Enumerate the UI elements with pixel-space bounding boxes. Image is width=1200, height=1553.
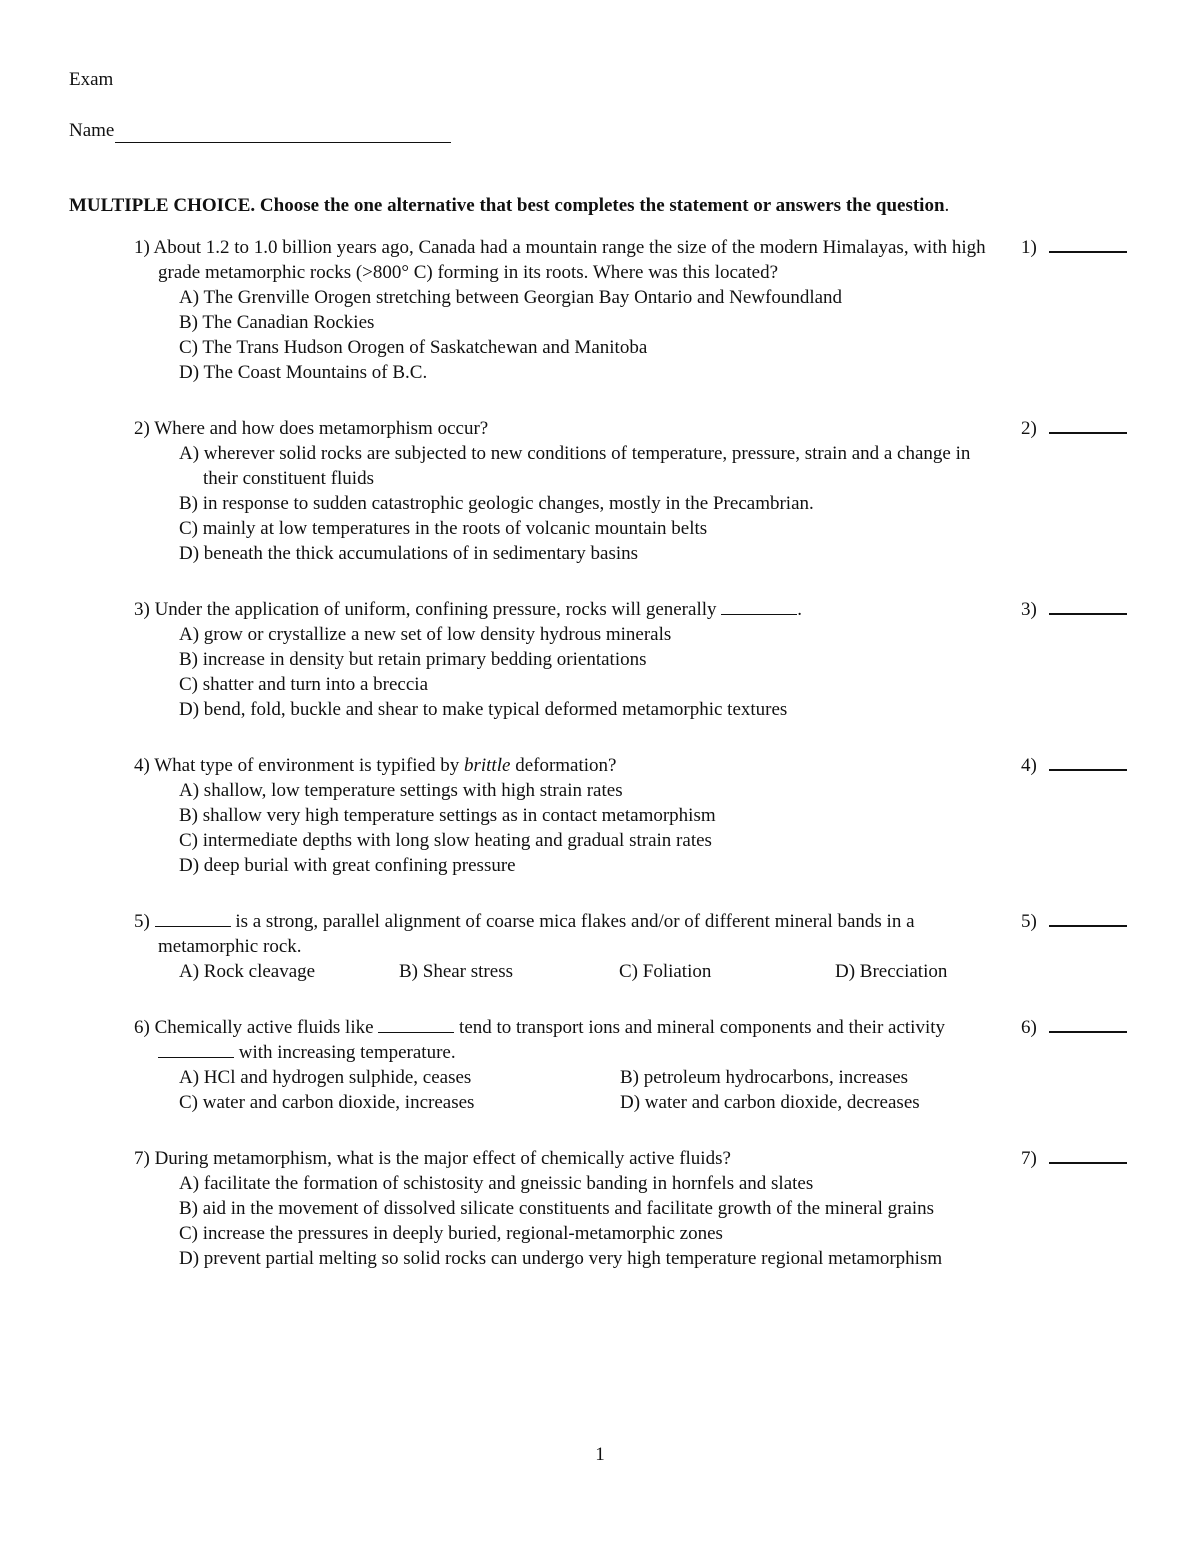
question-stem (134, 416, 1018, 441)
fill-in-blank-1[interactable] (378, 1018, 454, 1033)
answer-2[interactable] (1021, 416, 1127, 441)
question-number: 4) (134, 755, 150, 776)
question-text: with increasing temperature. (238, 1042, 456, 1063)
question-7 (134, 1146, 1134, 1271)
answer-number: 1) (1021, 237, 1037, 258)
question-emphasis: brittle (463, 755, 511, 776)
question-text-end: . (797, 599, 802, 620)
option-a[interactable]: A) grow or crystallize a new set of low density hydrous minerals (179, 624, 672, 645)
answer-number: 2) (1021, 418, 1037, 439)
answer-6[interactable] (1021, 1015, 1127, 1040)
question-text: What type of environment is typified by (154, 755, 460, 776)
question-text: About 1.2 to 1.0 billion years ago, Canada had a mountain range the size of the modern Himalayas, with high grade metamorphic rocks (>800° C) forming in its roots. Where was this located? (153, 237, 986, 283)
options-row (179, 1090, 1134, 1115)
page-number: 1 (595, 1444, 605, 1465)
question-1 (134, 235, 1134, 385)
option-d[interactable]: D) The Coast Mountains of B.C. (179, 362, 428, 383)
question-2 (134, 416, 1134, 566)
option-b[interactable]: B) increase in density but retain primary bedding orientations (179, 649, 647, 670)
options-row (179, 959, 1134, 984)
answer-3[interactable] (1021, 597, 1127, 622)
option-d[interactable]: D) deep burial with great confining pressure (179, 855, 516, 876)
answer-number: 7) (1021, 1148, 1037, 1169)
option-c[interactable]: C) The Trans Hudson Orogen of Saskatchewan and Manitoba (179, 337, 648, 358)
answer-1[interactable] (1021, 235, 1127, 260)
question-number: 7) (134, 1148, 150, 1169)
question-number: 5) (134, 911, 150, 932)
option-b[interactable]: B) aid in the movement of dissolved silicate constituents and facilitate growth of the mineral grains (179, 1198, 935, 1219)
question-number: 3) (134, 599, 150, 620)
option-b[interactable]: B) shallow very high temperature settings as in contact metamorphism (179, 805, 716, 826)
name-field[interactable] (69, 118, 451, 143)
option-b[interactable]: B) The Canadian Rockies (179, 312, 375, 333)
question-6 (134, 1015, 1134, 1115)
question-3 (134, 597, 1134, 722)
instructions-text: MULTIPLE CHOICE. Choose the one alternative that best completes the statement or answers the question (69, 195, 945, 216)
option-c[interactable]: C) shatter and turn into a breccia (179, 674, 429, 695)
option-a[interactable]: A) Rock cleavage (179, 961, 316, 982)
question-text: Under the application of uniform, confining pressure, rocks will generally (154, 599, 717, 620)
question-stem (134, 1146, 1018, 1171)
options-row (179, 1065, 1134, 1090)
option-b[interactable]: B) in response to sudden catastrophic geologic changes, mostly in the Precambrian. (179, 493, 814, 514)
question-text: tend to transport ions and mineral components and their activity (459, 1017, 946, 1038)
option-c[interactable]: C) increase the pressures in deeply buried, regional-metamorphic zones (179, 1223, 723, 1244)
option-d[interactable]: D) Brecciation (835, 961, 948, 982)
option-a[interactable]: A) facilitate the formation of schistosity and gneissic banding in hornfels and slates (179, 1173, 814, 1194)
option-a[interactable]: A) wherever solid rocks are subjected to new conditions of temperature, pressure, strain and a change in their constituent fluids (179, 443, 971, 489)
question-text-end: deformation? (515, 755, 617, 776)
option-a[interactable]: A) HCl and hydrogen sulphide, ceases (179, 1067, 472, 1088)
answer-blank[interactable] (1049, 418, 1127, 434)
option-a[interactable]: A) The Grenville Orogen stretching between Georgian Bay Ontario and Newfoundland (179, 287, 843, 308)
answer-5[interactable] (1021, 909, 1127, 934)
option-b[interactable]: B) Shear stress (399, 961, 513, 982)
option-c[interactable]: C) intermediate depths with long slow heating and gradual strain rates (179, 830, 712, 851)
question-text: Where and how does metamorphism occur? (154, 418, 489, 439)
option-d[interactable]: D) bend, fold, buckle and shear to make typical deformed metamorphic textures (179, 699, 788, 720)
question-4 (134, 753, 1134, 878)
question-text: Chemically active fluids like (154, 1017, 374, 1038)
answer-blank[interactable] (1049, 1148, 1127, 1164)
answer-blank[interactable] (1049, 1017, 1127, 1033)
answer-number: 4) (1021, 755, 1037, 776)
exam-title: Exam (69, 69, 114, 90)
answer-7[interactable] (1021, 1146, 1127, 1171)
question-number: 1) (134, 237, 150, 258)
question-stem (134, 235, 1018, 285)
fill-in-blank[interactable] (155, 912, 231, 927)
option-c[interactable]: C) Foliation (619, 961, 712, 982)
question-stem (134, 753, 1018, 778)
fill-in-blank-2[interactable] (158, 1043, 234, 1058)
answer-number: 6) (1021, 1017, 1037, 1038)
question-5 (134, 909, 1134, 984)
instructions (69, 193, 949, 218)
question-stem (134, 597, 1018, 622)
question-text: is a strong, parallel alignment of coarse mica flakes and/or of different mineral bands in a metamorphic rock. (158, 911, 915, 957)
question-text: During metamorphism, what is the major effect of chemically active fluids? (154, 1148, 731, 1169)
answer-number: 3) (1021, 599, 1037, 620)
question-number: 6) (134, 1017, 150, 1038)
answer-blank[interactable] (1049, 237, 1127, 253)
option-b[interactable]: B) petroleum hydrocarbons, increases (620, 1067, 909, 1088)
option-d[interactable]: D) beneath the thick accumulations of in sedimentary basins (179, 543, 639, 564)
question-stem (134, 909, 1018, 959)
name-blank-line[interactable] (115, 122, 451, 143)
answer-4[interactable] (1021, 753, 1127, 778)
answer-blank[interactable] (1049, 911, 1127, 927)
question-stem (134, 1015, 1018, 1065)
answer-number: 5) (1021, 911, 1037, 932)
question-number: 2) (134, 418, 150, 439)
option-c[interactable]: C) mainly at low temperatures in the roots of volcanic mountain belts (179, 518, 708, 539)
name-label: Name (69, 120, 115, 141)
option-d[interactable]: D) water and carbon dioxide, decreases (620, 1092, 920, 1113)
answer-blank[interactable] (1049, 755, 1127, 771)
option-d[interactable]: D) prevent partial melting so solid rocks can undergo very high temperature regional metamorphism (179, 1248, 943, 1269)
fill-in-blank[interactable] (721, 600, 797, 615)
answer-blank[interactable] (1049, 599, 1127, 615)
instructions-period: . (944, 195, 950, 216)
option-c[interactable]: C) water and carbon dioxide, increases (179, 1092, 475, 1113)
option-a[interactable]: A) shallow, low temperature settings with high strain rates (179, 780, 623, 801)
